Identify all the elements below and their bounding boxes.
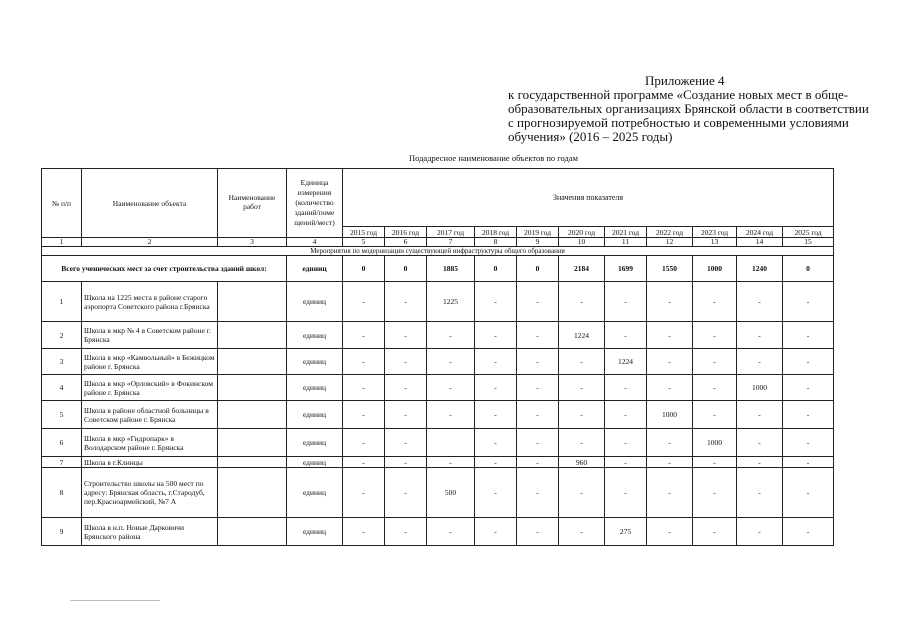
row-value: - bbox=[693, 282, 737, 322]
row-value: - bbox=[517, 282, 559, 322]
column-number: 7 bbox=[427, 238, 475, 247]
row-value: - bbox=[475, 429, 517, 457]
row-value: - bbox=[783, 518, 834, 546]
year-header: 2016 год bbox=[385, 227, 427, 238]
row-value: - bbox=[605, 457, 647, 468]
column-number: 11 bbox=[605, 238, 647, 247]
row-value: - bbox=[517, 518, 559, 546]
row-value: - bbox=[475, 282, 517, 322]
row-value: - bbox=[559, 401, 605, 429]
row-value: - bbox=[693, 468, 737, 518]
row-value: - bbox=[343, 401, 385, 429]
row-value: - bbox=[343, 375, 385, 401]
row-value: - bbox=[605, 401, 647, 429]
row-value: - bbox=[737, 401, 783, 429]
col-header-work: Наименование работ bbox=[218, 169, 287, 238]
work-name bbox=[218, 349, 287, 375]
row-value: - bbox=[343, 468, 385, 518]
total-value: 1000 bbox=[693, 256, 737, 282]
col-header-name: Наименование объекта bbox=[82, 169, 218, 238]
row-value: - bbox=[427, 457, 475, 468]
row-value: - bbox=[737, 468, 783, 518]
row-value: - bbox=[517, 375, 559, 401]
total-value: 0 bbox=[517, 256, 559, 282]
work-name bbox=[218, 375, 287, 401]
row-value: - bbox=[385, 282, 427, 322]
row-value: - bbox=[783, 468, 834, 518]
column-number: 5 bbox=[343, 238, 385, 247]
total-value: 0 bbox=[783, 256, 834, 282]
row-value: - bbox=[693, 518, 737, 546]
row-value: - bbox=[783, 457, 834, 468]
row-value: - bbox=[343, 518, 385, 546]
work-name bbox=[218, 518, 287, 546]
row-value: - bbox=[475, 401, 517, 429]
total-row bbox=[42, 256, 834, 282]
object-name: Школа в н.п. Новые Дарковичи Брянского района bbox=[82, 518, 218, 546]
row-value: - bbox=[385, 401, 427, 429]
row-value: - bbox=[517, 401, 559, 429]
column-number: 8 bbox=[475, 238, 517, 247]
row-value: - bbox=[427, 322, 475, 349]
row-number: 1 bbox=[42, 282, 82, 322]
header-row bbox=[42, 169, 834, 227]
year-header: 2024 год bbox=[737, 227, 783, 238]
row-value: - bbox=[783, 282, 834, 322]
column-number: 10 bbox=[559, 238, 605, 247]
row-value: 960 bbox=[559, 457, 605, 468]
row-number: 9 bbox=[42, 518, 82, 546]
table-row bbox=[42, 518, 834, 546]
row-value: - bbox=[517, 429, 559, 457]
row-value: - bbox=[385, 375, 427, 401]
object-name: Школа в районе областной больницы в Советском районе г. Брянска bbox=[82, 401, 218, 429]
year-header: 2017 год bbox=[427, 227, 475, 238]
row-value: - bbox=[783, 401, 834, 429]
table-row bbox=[42, 322, 834, 349]
column-numbers-row bbox=[42, 238, 834, 247]
row-value: - bbox=[605, 322, 647, 349]
total-unit: единиц bbox=[287, 256, 343, 282]
table-row bbox=[42, 401, 834, 429]
program-line-4: обучения» (2016 – 2025 годы) bbox=[508, 129, 673, 144]
row-value: - bbox=[737, 457, 783, 468]
page-mark bbox=[70, 600, 160, 601]
year-header: 2025 год bbox=[783, 227, 834, 238]
total-value: 1885 bbox=[427, 256, 475, 282]
column-number: 9 bbox=[517, 238, 559, 247]
column-number: 1 bbox=[42, 238, 82, 247]
row-value: - bbox=[605, 375, 647, 401]
row-value: - bbox=[475, 518, 517, 546]
row-number: 6 bbox=[42, 429, 82, 457]
row-value: - bbox=[427, 375, 475, 401]
work-name bbox=[218, 468, 287, 518]
row-value: - bbox=[559, 282, 605, 322]
row-value: - bbox=[475, 349, 517, 375]
row-value: - bbox=[693, 375, 737, 401]
row-value: - bbox=[517, 322, 559, 349]
object-name: Школа в г.Клинцы bbox=[82, 457, 218, 468]
row-number: 4 bbox=[42, 375, 82, 401]
total-value: 0 bbox=[343, 256, 385, 282]
total-value: 1240 bbox=[737, 256, 783, 282]
work-name bbox=[218, 322, 287, 349]
row-value: - bbox=[427, 518, 475, 546]
appendix-title: Приложение 4 bbox=[645, 73, 725, 88]
row-value: - bbox=[343, 349, 385, 375]
work-name bbox=[218, 429, 287, 457]
row-unit: единиц bbox=[287, 401, 343, 429]
section-title: Мероприятия по модернизации существующей инфраструктуры общего образования bbox=[42, 247, 834, 256]
row-value: - bbox=[475, 457, 517, 468]
row-value: - bbox=[475, 375, 517, 401]
year-header: 2020 год bbox=[559, 227, 605, 238]
total-label: Всего ученических мест за счет строительства зданий школ: bbox=[42, 256, 287, 282]
section-row bbox=[42, 247, 834, 256]
row-value: - bbox=[343, 429, 385, 457]
row-value: - bbox=[737, 429, 783, 457]
row-value: - bbox=[559, 518, 605, 546]
row-value: - bbox=[647, 457, 693, 468]
row-unit: единиц bbox=[287, 518, 343, 546]
indicators-table bbox=[41, 168, 834, 546]
row-unit: единиц bbox=[287, 349, 343, 375]
row-value: - bbox=[475, 468, 517, 518]
row-value: - bbox=[517, 468, 559, 518]
row-value: - bbox=[559, 429, 605, 457]
col-header-values: Значения показателя bbox=[343, 169, 834, 227]
object-name: Школа в мкр «Гидропарк» в Володарском районе г. Брянска bbox=[82, 429, 218, 457]
row-value: - bbox=[427, 349, 475, 375]
table-subtitle: Подадресное наименование объектов по годам bbox=[408, 153, 579, 163]
row-value: - bbox=[343, 322, 385, 349]
row-unit: единиц bbox=[287, 322, 343, 349]
row-value: 1000 bbox=[647, 401, 693, 429]
row-value: - bbox=[693, 322, 737, 349]
row-value: 1225 bbox=[427, 282, 475, 322]
row-value: - bbox=[647, 375, 693, 401]
row-unit: единиц bbox=[287, 457, 343, 468]
row-value: 1000 bbox=[693, 429, 737, 457]
row-unit: единиц bbox=[287, 282, 343, 322]
total-value: 0 bbox=[385, 256, 427, 282]
object-name: Школа в мкр «Орловский» в Фокинском районе г. Брянска bbox=[82, 375, 218, 401]
row-value: - bbox=[693, 457, 737, 468]
row-value: 275 bbox=[605, 518, 647, 546]
row-value: - bbox=[343, 457, 385, 468]
appendix-header bbox=[508, 74, 888, 144]
row-unit: единиц bbox=[287, 375, 343, 401]
row-number: 2 bbox=[42, 322, 82, 349]
object-name: Строительство школы на 500 мест по адресу: Брянская область, г.Стародуб, пер.Красноармейский, №7 А bbox=[82, 468, 218, 518]
object-name: Школа в мкр «Камвольный» в Бежицком районе г. Брянска bbox=[82, 349, 218, 375]
table-row bbox=[42, 457, 834, 468]
row-value: - bbox=[605, 468, 647, 518]
program-line-2: образовательных организациях Брянской области в соответствии bbox=[508, 101, 869, 116]
total-value: 1699 bbox=[605, 256, 647, 282]
program-line-1: к государственной программе «Создание новых мест в обще- bbox=[508, 87, 849, 102]
row-value: - bbox=[647, 429, 693, 457]
table-row bbox=[42, 349, 834, 375]
row-number: 7 bbox=[42, 457, 82, 468]
program-line-3: с прогнозируемой потребностью и современными условиями bbox=[508, 115, 849, 130]
work-name bbox=[218, 401, 287, 429]
row-value: - bbox=[605, 282, 647, 322]
row-value: - bbox=[517, 457, 559, 468]
row-unit: единиц bbox=[287, 468, 343, 518]
row-value: - bbox=[647, 518, 693, 546]
row-value: - bbox=[783, 429, 834, 457]
row-value: - bbox=[737, 349, 783, 375]
row-value: - bbox=[559, 375, 605, 401]
row-value: - bbox=[647, 322, 693, 349]
row-number: 3 bbox=[42, 349, 82, 375]
table-row bbox=[42, 429, 834, 457]
row-value: - bbox=[693, 349, 737, 375]
table-row bbox=[42, 468, 834, 518]
row-value: - bbox=[783, 349, 834, 375]
row-number: 8 bbox=[42, 468, 82, 518]
column-number: 2 bbox=[82, 238, 218, 247]
col-header-num: № п/п bbox=[42, 169, 82, 238]
row-value: 1000 bbox=[737, 375, 783, 401]
row-value: 1224 bbox=[605, 349, 647, 375]
row-value: - bbox=[605, 429, 647, 457]
column-number: 14 bbox=[737, 238, 783, 247]
total-value: 2184 bbox=[559, 256, 605, 282]
year-header: 2015 год bbox=[343, 227, 385, 238]
row-value: - bbox=[385, 468, 427, 518]
row-value: 500 bbox=[427, 468, 475, 518]
row-unit: единиц bbox=[287, 429, 343, 457]
row-value: - bbox=[385, 322, 427, 349]
row-value: - bbox=[475, 322, 517, 349]
work-name bbox=[218, 282, 287, 322]
total-value: 0 bbox=[475, 256, 517, 282]
row-value: - bbox=[427, 401, 475, 429]
column-number: 6 bbox=[385, 238, 427, 247]
row-value: - bbox=[517, 349, 559, 375]
table-row bbox=[42, 375, 834, 401]
object-name: Школа в мкр № 4 в Советском районе г. Брянска bbox=[82, 322, 218, 349]
year-header: 2019 год bbox=[517, 227, 559, 238]
row-value: - bbox=[783, 375, 834, 401]
row-value: - bbox=[647, 349, 693, 375]
row-value: - bbox=[559, 349, 605, 375]
row-number: 5 bbox=[42, 401, 82, 429]
row-value: - bbox=[647, 282, 693, 322]
table-row bbox=[42, 282, 834, 322]
object-name: Школа на 1225 места в районе старого аэропорта Советского района г.Брянска bbox=[82, 282, 218, 322]
row-value: 1224 bbox=[559, 322, 605, 349]
row-value: - bbox=[647, 468, 693, 518]
total-value: 1550 bbox=[647, 256, 693, 282]
row-value: - bbox=[737, 282, 783, 322]
row-value: - bbox=[343, 282, 385, 322]
row-value: - bbox=[385, 349, 427, 375]
row-value: - bbox=[783, 322, 834, 349]
column-number: 12 bbox=[647, 238, 693, 247]
row-value: - bbox=[693, 401, 737, 429]
row-value: - bbox=[385, 518, 427, 546]
column-number: 13 bbox=[693, 238, 737, 247]
work-name bbox=[218, 457, 287, 468]
col-header-unit: Единица измерения (количество зданий/поме щений/мест) bbox=[287, 169, 343, 238]
year-header: 2018 год bbox=[475, 227, 517, 238]
row-value: - bbox=[385, 429, 427, 457]
year-header: 2021 год bbox=[605, 227, 647, 238]
row-value: - bbox=[737, 518, 783, 546]
column-number: 4 bbox=[287, 238, 343, 247]
row-value bbox=[427, 429, 475, 457]
year-header: 2023 год bbox=[693, 227, 737, 238]
row-value: - bbox=[385, 457, 427, 468]
row-value: - bbox=[559, 468, 605, 518]
column-number: 15 bbox=[783, 238, 834, 247]
column-number: 3 bbox=[218, 238, 287, 247]
year-header: 2022 год bbox=[647, 227, 693, 238]
row-value: - bbox=[737, 322, 783, 349]
